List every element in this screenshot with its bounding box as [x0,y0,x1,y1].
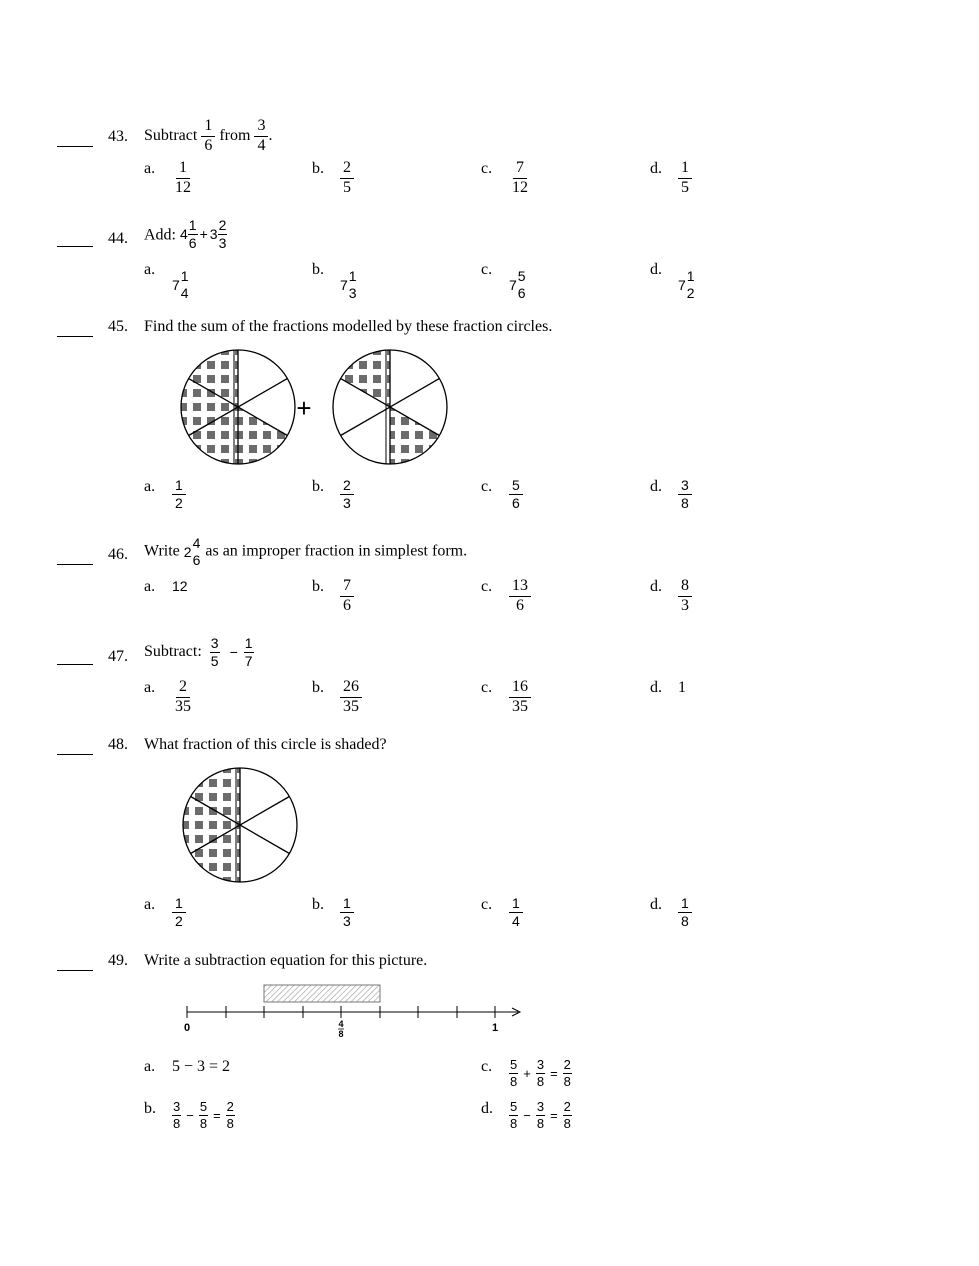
option-a[interactable]: a. 7 1 4 [144,261,189,301]
option-b[interactable]: b. $\frac{1}{3}$ [312,896,354,928]
option-a[interactable]: a. $\frac{1}{12}$ [144,159,191,196]
tick-label-mid-numerator: 4 [338,1019,344,1029]
option-d[interactable]: d. 1 [650,679,686,696]
option-b[interactable]: b. 7 1 3 [312,261,357,301]
fraction-circle [183,768,297,882]
shaded-sector [390,407,439,464]
option-c[interactable]: c. $\frac{1}{4}$ [481,896,523,928]
option-d[interactable]: d. 7 1 2 [650,261,695,301]
option-b[interactable]: b. $\frac{2}{3}$ [312,478,354,510]
question-stem: What fraction of this circle is shaded? [144,736,387,753]
answer-blank[interactable] [57,336,93,337]
answer-blank[interactable] [57,146,93,147]
answer-blank[interactable] [57,970,93,971]
option-a[interactable]: a. $\frac{2}{35}$ [144,678,191,715]
plus-sign: + [296,393,312,423]
option-b[interactable]: b. $\frac{26}{35}$ [312,679,362,716]
option-c[interactable]: c. $\frac{13}{6}$ [481,578,531,615]
question-number: 47. [108,648,128,665]
question-stem: Subtract $\frac{1}{6}$ from $\frac{3}{4}$ . [144,117,273,154]
shaded-circle-figure [178,762,308,892]
question-stem: Add: 4 $\frac{1}{6}$ + 3 $\frac{2}{3}$ [144,217,227,251]
option-a[interactable]: a. $\frac{1}{2}$ [144,478,186,510]
option-d[interactable]: d. $\frac{1}{5}$ [650,160,692,197]
question-stem: Write 2 4 6 as an improper fraction in simplest form. [144,535,468,568]
option-b[interactable]: b. $\frac{7}{6}$ [312,578,354,615]
fraction-expression: $\frac{3}{5}$ − $\frac{1}{7}$ [210,635,253,669]
option-b[interactable]: b. $\frac{2}{5}$ [312,160,354,197]
question-stem: Find the sum of the fractions modelled by these fraction circles. [144,318,553,335]
shaded-sector [238,407,287,464]
question-number: 43. [108,128,128,145]
tick-label-1: 1 [491,1022,499,1034]
question-number: 48. [108,736,128,753]
option-c[interactable]: c. $\frac{5}{6}$ [481,478,523,510]
option-b[interactable]: b. $\frac{3}{8}$ − $\frac{5}{8}$ = $\frac{2}{8}$ [144,1099,234,1131]
question-number: 49. [108,952,128,969]
tick-label-0: 0 [183,1022,191,1034]
question-stem: Subtract: $\frac{3}{5}$ − $\frac{1}{7}$ [144,635,253,669]
question-stem: Write a subtraction equation for this picture. [144,952,428,969]
fraction: $\frac{1}{6}$ [201,118,215,155]
answer-blank[interactable] [57,564,93,565]
question-number: 46. [108,546,128,563]
option-c[interactable]: c. $\frac{5}{8}$ + $\frac{3}{8}$ = $\frac{2}{8}$ [481,1057,571,1089]
shaded-sector [341,350,390,407]
fraction-circles-figure [176,344,476,474]
answer-blank[interactable] [57,664,93,665]
option-d[interactable]: d. $\frac{3}{8}$ [650,478,692,510]
answer-blank[interactable] [57,246,93,247]
tick-label-mid-denominator: 8 [338,1029,344,1039]
option-a[interactable]: a. $\frac{1}{2}$ [144,896,186,928]
fraction: $\frac{3}{4}$ [254,118,268,155]
option-d[interactable]: d. $\frac{1}{8}$ [650,896,692,928]
mixed-number: 2 4 6 [183,535,201,568]
question-number: 44. [108,230,128,247]
option-a[interactable]: a. 12 [144,578,188,595]
fraction-circle-1 [181,350,295,464]
number-line-figure [180,980,540,1040]
option-a[interactable]: a. 5 − 3 = 2 [144,1058,231,1075]
mixed-number: 4 $\frac{1}{6}$ + 3 $\frac{2}{3}$ [180,217,227,251]
answer-blank[interactable] [57,754,93,755]
fraction-circle-2 [333,350,447,464]
option-c[interactable]: c. $\frac{16}{35}$ [481,679,531,716]
option-d[interactable]: d. $\frac{5}{8}$ − $\frac{3}{8}$ = $\frac{2}{8}$ [481,1099,571,1131]
option-d[interactable]: d. $\frac{8}{3}$ [650,578,692,615]
shaded-bar [264,985,380,1002]
option-c[interactable]: c. 7 5 6 [481,261,526,301]
option-c[interactable]: c. $\frac{7}{12}$ [481,159,528,196]
question-number: 45. [108,318,128,335]
